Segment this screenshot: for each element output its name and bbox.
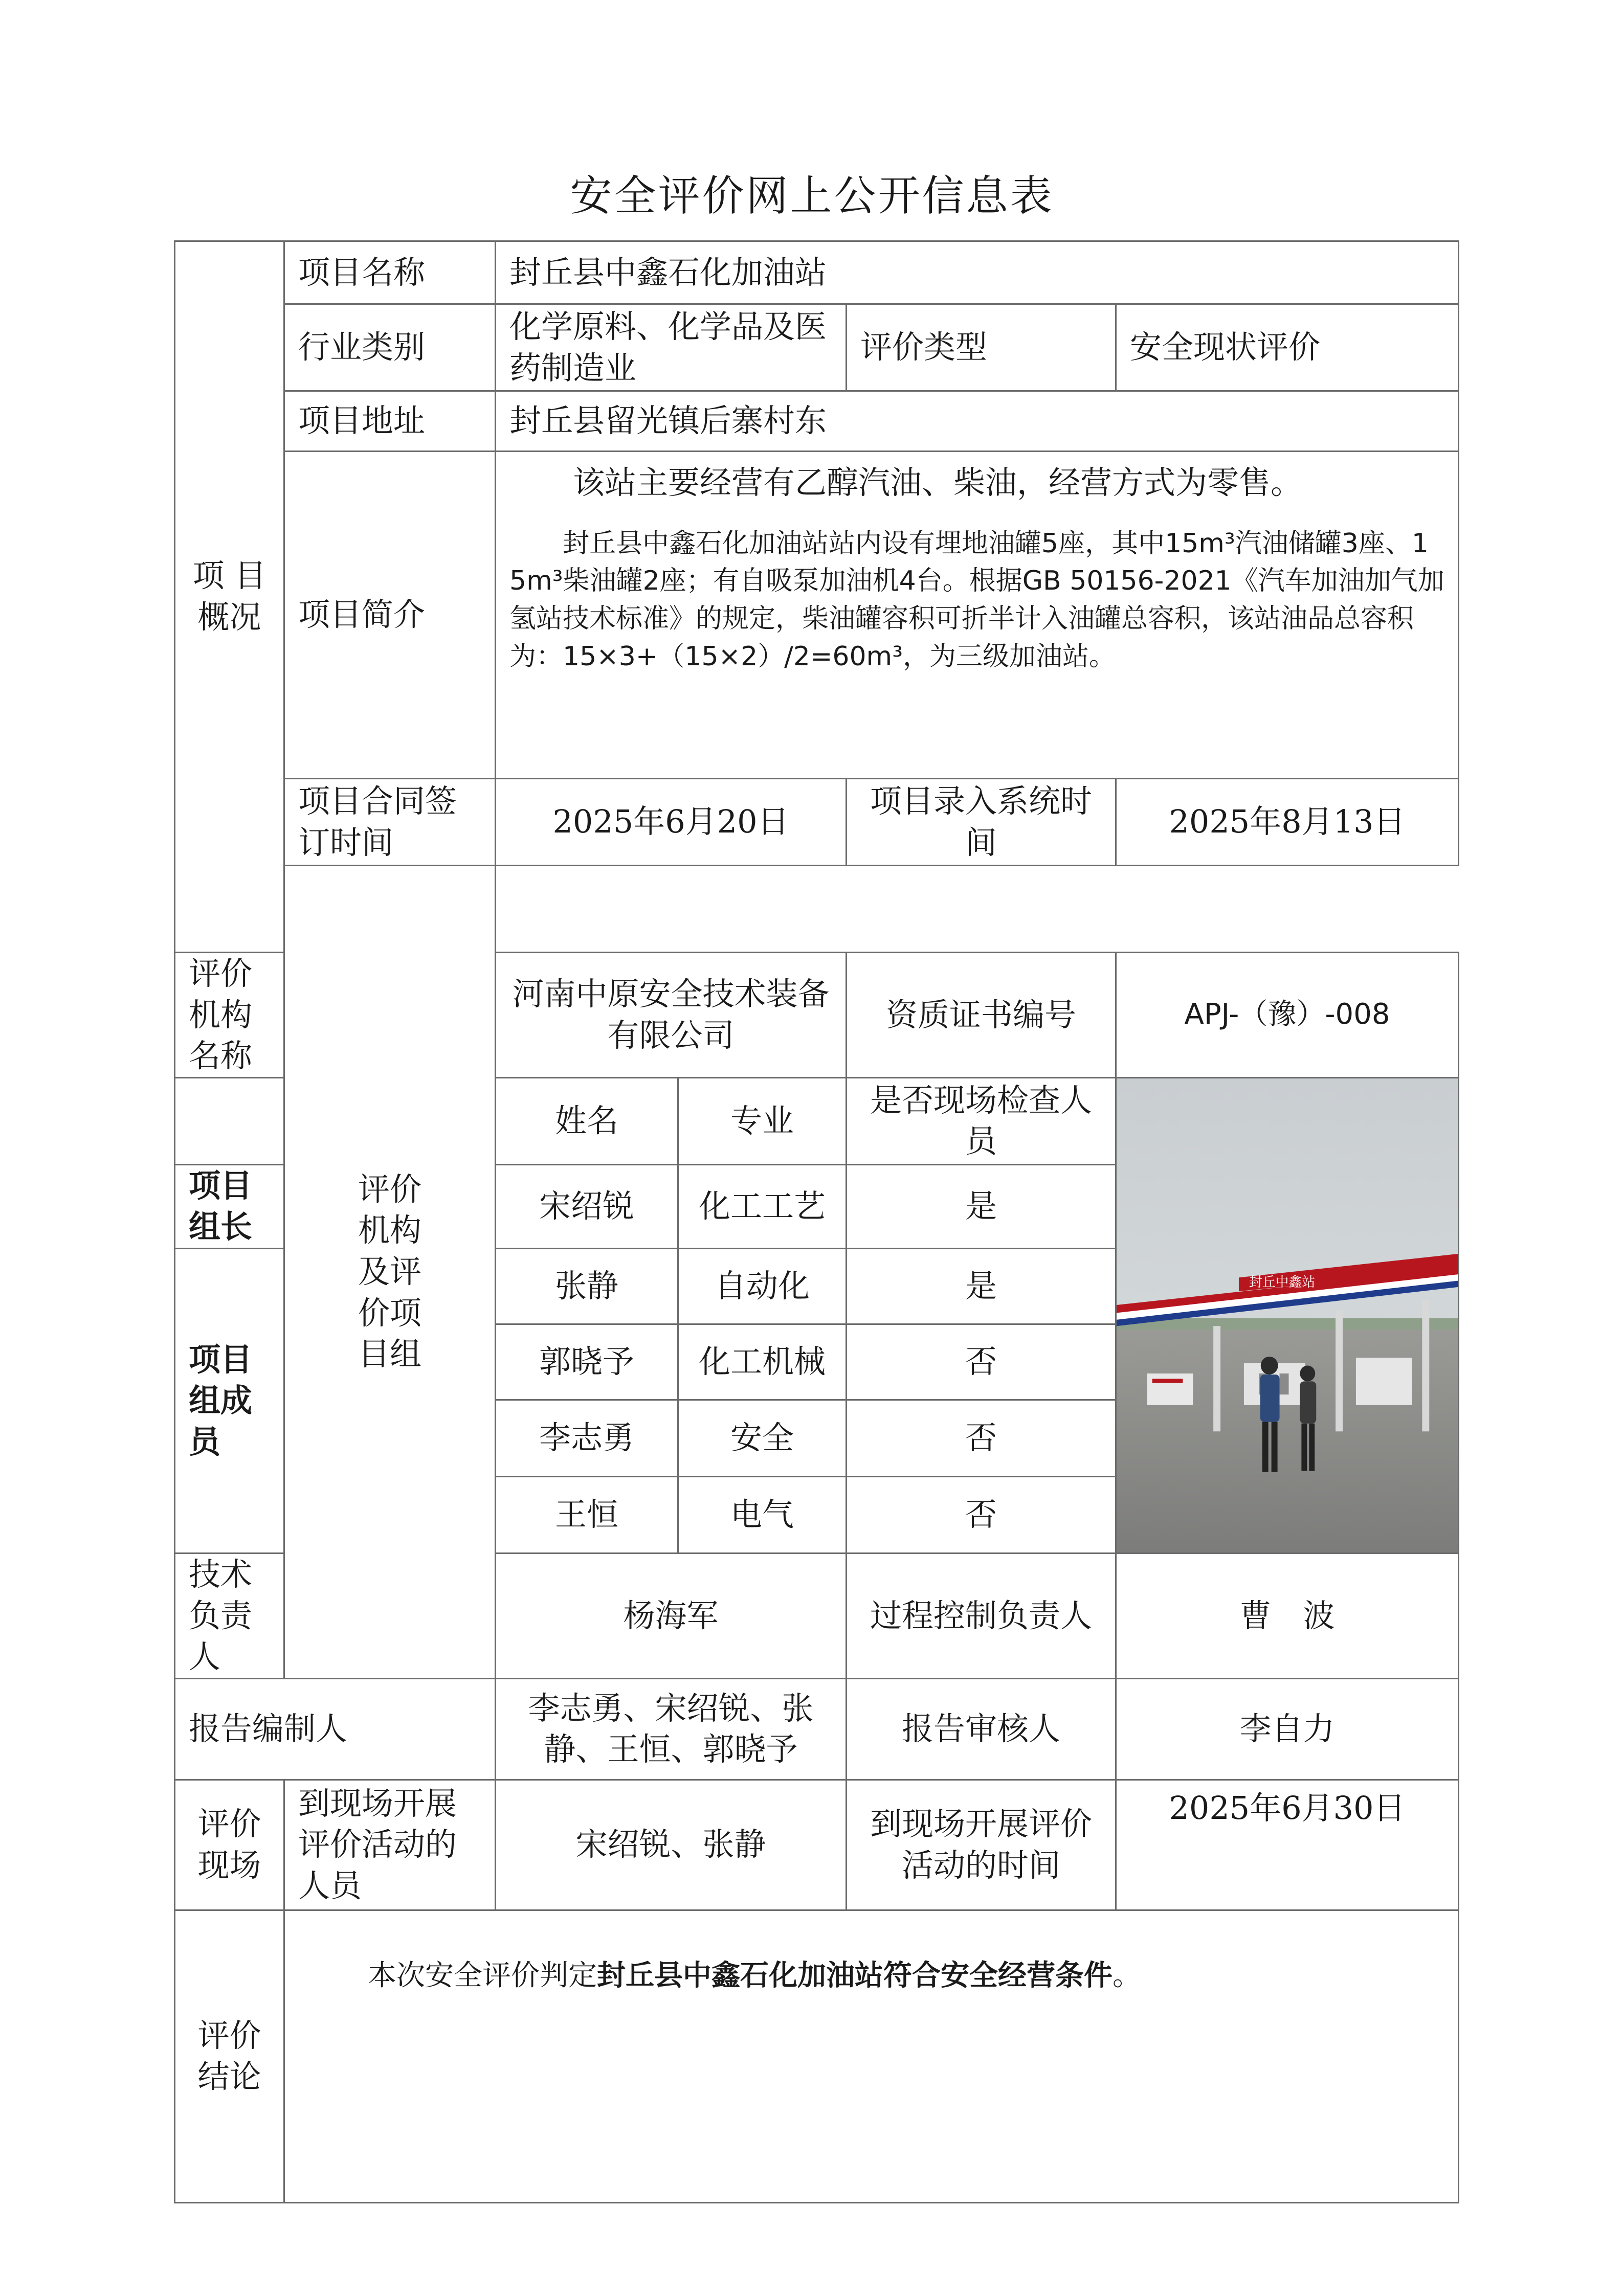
page-title: 安全评价网上公开信息表	[570, 172, 1054, 220]
industry-value: 化学原料、化学品及医药制造业	[496, 304, 847, 391]
intro-paragraph-2: 封丘县中鑫石化加油站站内设有埋地油罐5座，其中15m³汽油储罐3座、15m³柴油罐2座；有自吸泵加油机4台。根据GB 50156-2021《汽车加油加气加氢站技术标准》的规定，柴油罐容积可折半计入油罐总容积，该站油品总容积为：15×3+（15×2）/2=60m³，为三级加油站。	[509, 528, 1444, 672]
site-people-label: 到现场开展评价活动的人员	[284, 1780, 496, 1910]
conclusion-suffix: 。	[1113, 1959, 1141, 1992]
member-onsite: 否	[847, 1476, 1116, 1553]
intro-label: 项目简介	[284, 452, 496, 779]
project-name-value: 封丘县中鑫石化加油站	[496, 241, 1459, 304]
intro-paragraph-1: 该站主要经营有乙醇汽油、柴油，经营方式为零售。	[573, 464, 1303, 501]
col-name-header: 姓名	[496, 1077, 678, 1164]
member-name: 张静	[496, 1248, 678, 1324]
member-name: 李志勇	[496, 1400, 678, 1476]
member-major: 化工机械	[678, 1324, 847, 1400]
entry-date: 2025年8月13日	[1116, 779, 1459, 866]
gas-station-photo	[1117, 1078, 1458, 1552]
report-author-value: 李志勇、宋绍锐、张静、王恒、郭晓予	[496, 1678, 847, 1780]
report-reviewer-label: 报告审核人	[847, 1678, 1116, 1780]
contract-label: 项目合同签订时间	[284, 779, 496, 866]
conclusion-prefix: 本次安全评价判定	[368, 1959, 597, 1992]
entry-label: 项目录入系统时间	[847, 779, 1116, 866]
leader-label: 项目组长	[175, 1164, 284, 1248]
conclusion-bold: 封丘县中鑫石化加油站符合安全经营条件	[597, 1958, 1113, 1992]
section-conclusion: 评价 结论	[175, 1910, 284, 2202]
member-name: 宋绍锐	[496, 1164, 678, 1248]
canopy-sign: 封丘中鑫站	[1249, 1274, 1316, 1290]
member-major: 自动化	[678, 1248, 847, 1324]
address-label: 项目地址	[284, 391, 496, 452]
tech-lead-value: 杨海军	[496, 1553, 847, 1678]
site-time-value: 2025年6月30日	[1116, 1780, 1459, 1910]
site-time-label: 到现场开展评价活动的时间	[847, 1780, 1116, 1910]
team-header-blank	[175, 1077, 284, 1164]
members-label: 项目组成员	[175, 1248, 284, 1553]
conclusion-text	[284, 1910, 1459, 2202]
col-onsite-header: 是否现场检查人员	[847, 1077, 1116, 1164]
member-name: 郭晓予	[496, 1324, 678, 1400]
cert-label: 资质证书编号	[847, 953, 1116, 1078]
section-project-overview: 项 目 概况	[175, 241, 284, 953]
tech-lead-label: 技术负责人	[175, 1553, 284, 1678]
report-author-label: 报告编制人	[175, 1678, 496, 1780]
member-name: 王恒	[496, 1476, 678, 1553]
contract-date: 2025年6月20日	[496, 779, 847, 866]
eval-type-value: 安全现状评价	[1116, 304, 1459, 391]
member-onsite: 是	[847, 1248, 1116, 1324]
process-lead-label: 过程控制负责人	[847, 1553, 1116, 1678]
project-name-label: 项目名称	[284, 241, 496, 304]
cert-value: APJ-（豫）-008	[1116, 953, 1459, 1078]
member-major: 化工工艺	[678, 1164, 847, 1248]
site-photo	[1116, 1077, 1459, 1553]
intro-text	[496, 452, 1459, 779]
member-onsite: 否	[847, 1324, 1116, 1400]
info-table	[174, 240, 1459, 2203]
section-site: 评价 现场	[175, 1780, 284, 1910]
member-major: 电气	[678, 1476, 847, 1553]
member-onsite: 否	[847, 1400, 1116, 1476]
section-evaluation-team: 评价 机构 及评 价项 目组	[284, 866, 496, 1679]
org-name-value: 河南中原安全技术装备有限公司	[496, 953, 847, 1078]
eval-type-label: 评价类型	[847, 304, 1116, 391]
member-onsite: 是	[847, 1164, 1116, 1248]
address-value: 封丘县留光镇后寨村东	[496, 391, 1459, 452]
col-major-header: 专业	[678, 1077, 847, 1164]
report-reviewer-value: 李自力	[1116, 1678, 1459, 1780]
org-name-label: 评价机构名称	[175, 953, 284, 1078]
industry-label: 行业类别	[284, 304, 496, 391]
process-lead-value: 曹 波	[1116, 1553, 1459, 1678]
member-major: 安全	[678, 1400, 847, 1476]
site-people-value: 宋绍锐、张静	[496, 1780, 847, 1910]
